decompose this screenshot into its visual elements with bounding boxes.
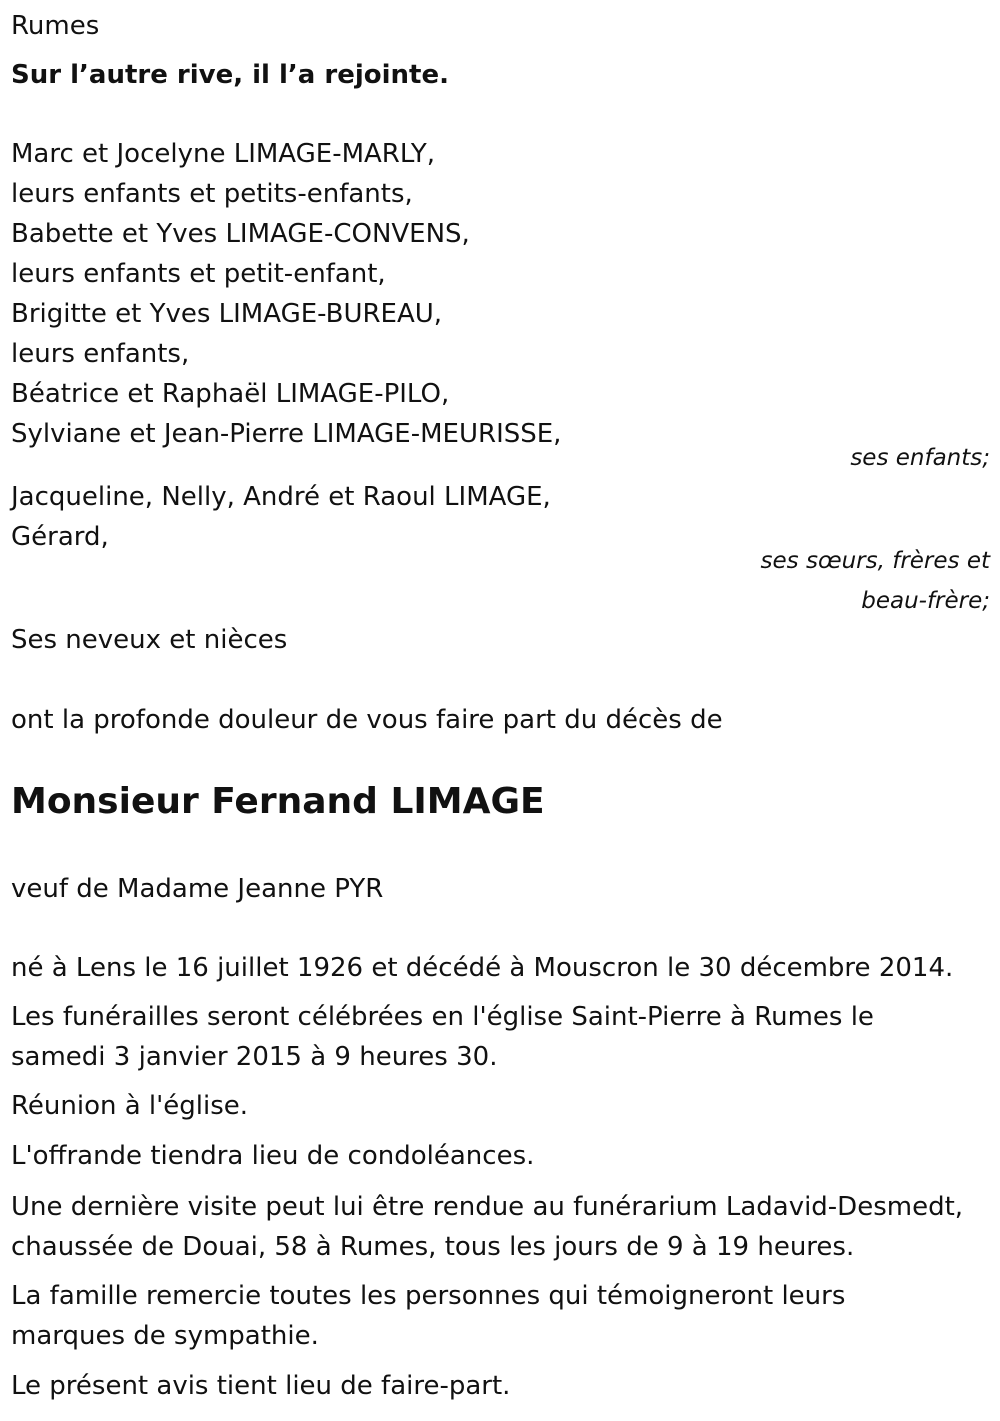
motto: Sur l’autre rive, il l’a rejointe. — [11, 60, 449, 90]
detail-line: né à Lens le 16 juillet 1926 et décédé à Mouscron le 30 décembre 2014. — [11, 953, 954, 983]
detail-line: samedi 3 janvier 2015 à 9 heures 30. — [11, 1042, 498, 1072]
family-line: leurs enfants et petit-enfant, — [11, 259, 386, 289]
detail-line: chaussée de Douai, 58 à Rumes, tous les jours de 9 à 19 heures. — [11, 1232, 855, 1262]
detail-line: Les funérailles seront célébrées en l'église Saint-Pierre à Rumes le — [11, 1002, 874, 1032]
nephews-line: Ses neveux et nièces — [11, 625, 288, 655]
detail-line: Réunion à l'église. — [11, 1091, 249, 1121]
detail-line: L'offrande tiendra lieu de condoléances. — [11, 1141, 535, 1171]
place-name: Rumes — [11, 11, 100, 41]
family-line: Marc et Jocelyne LIMAGE-MARLY, — [11, 139, 436, 169]
family-line: leurs enfants, — [11, 339, 190, 369]
sibling-line: Jacqueline, Nelly, André et Raoul LIMAGE, — [11, 482, 551, 512]
detail-line: Le présent avis tient lieu de faire-part. — [11, 1371, 511, 1401]
detail-line: La famille remercie toutes les personnes qui témoigneront leurs — [11, 1281, 846, 1311]
detail-line: Une dernière visite peut lui être rendue au funérarium Ladavid-Desmedt, — [11, 1192, 964, 1222]
deceased-name: Monsieur Fernand LIMAGE — [11, 781, 545, 822]
widower-line: veuf de Madame Jeanne PYR — [11, 874, 384, 904]
siblings-role-label: ses sœurs, frères et — [760, 548, 990, 574]
family-line: Béatrice et Raphaël LIMAGE-PILO, — [11, 379, 450, 409]
family-line: Sylviane et Jean-Pierre LIMAGE-MEURISSE, — [11, 419, 562, 449]
siblings-role-label: beau-frère; — [861, 588, 990, 614]
detail-line: marques de sympathie. — [11, 1321, 319, 1351]
family-line: Babette et Yves LIMAGE-CONVENS, — [11, 219, 470, 249]
announcement-line: ont la profonde douleur de vous faire part du décès de — [11, 705, 723, 735]
sibling-line: Gérard, — [11, 522, 109, 552]
children-role-label: ses enfants; — [850, 445, 990, 471]
family-line: leurs enfants et petits-enfants, — [11, 179, 413, 209]
family-line: Brigitte et Yves LIMAGE-BUREAU, — [11, 299, 443, 329]
